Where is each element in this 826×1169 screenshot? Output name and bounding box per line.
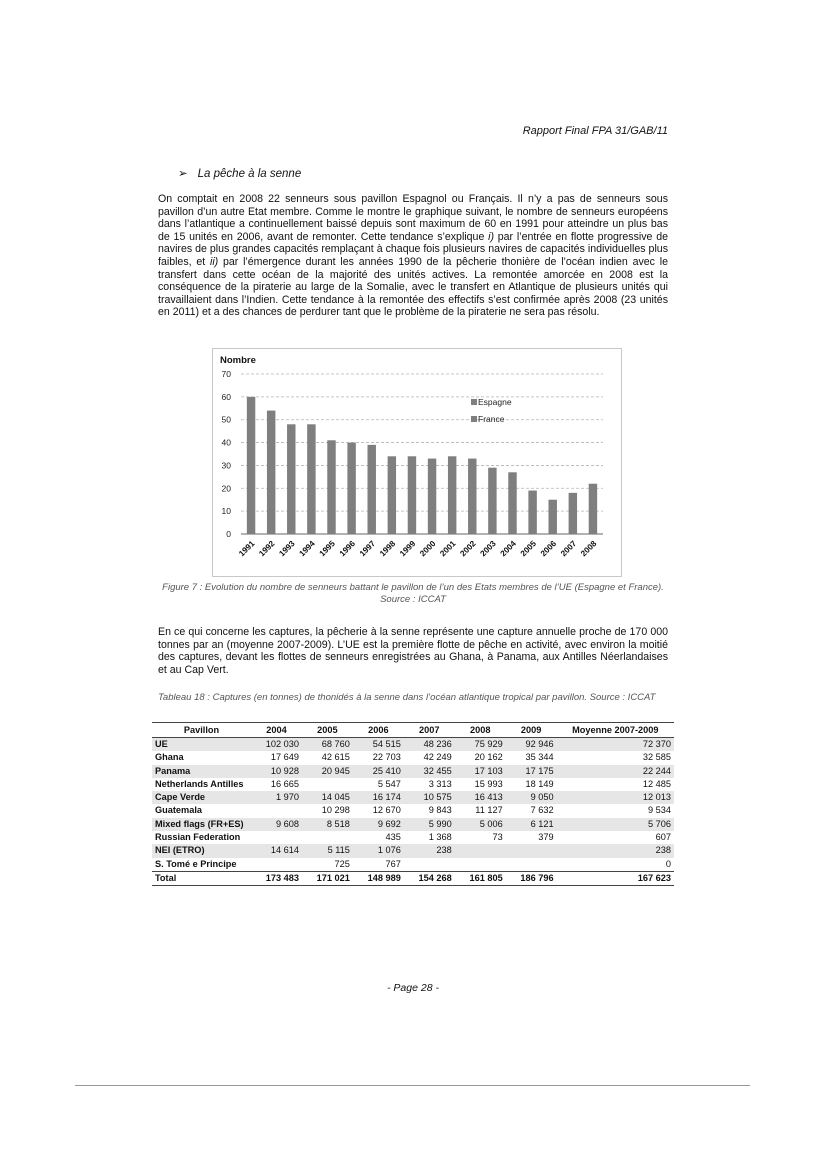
table-cell: 1 970 <box>251 791 302 804</box>
table-cell: 16 413 <box>455 791 506 804</box>
table-cell: 22 703 <box>372 752 401 763</box>
table-cell: 42 615 <box>321 752 350 763</box>
table-cell: 154 268 <box>404 871 455 885</box>
enum-marker: i) <box>488 230 494 243</box>
column-header: Moyenne 2007-2009 <box>557 723 674 738</box>
table-row <box>152 831 674 844</box>
y-tick-label: 10 <box>221 506 231 517</box>
row-label: Panama <box>152 765 251 778</box>
table-cell: 9 692 <box>353 818 404 831</box>
legend-swatch <box>471 399 477 405</box>
table-cell: 92 946 <box>506 738 557 752</box>
table-cell: 20 162 <box>474 752 503 763</box>
table-cell: 10 298 <box>321 805 350 816</box>
table-cell: 72 370 <box>557 738 674 752</box>
x-tick-label: 2004 <box>498 539 518 559</box>
table-row <box>152 791 674 804</box>
table-cell: 3 313 <box>428 778 452 789</box>
y-tick-label: 70 <box>221 369 231 379</box>
x-tick-label: 1991 <box>237 539 257 559</box>
bar-1993 <box>287 424 295 534</box>
table-cell: 238 <box>557 844 674 857</box>
bar-1991 <box>247 397 255 534</box>
y-tick-label: 60 <box>221 391 231 402</box>
x-tick-label: 1994 <box>297 539 317 559</box>
table-cell: 5 006 <box>455 818 506 831</box>
table-cell: 42 249 <box>423 752 452 763</box>
x-tick-label: 2006 <box>538 539 559 559</box>
legend-entry: Espagne <box>478 397 512 407</box>
table-cell <box>251 804 302 817</box>
table-caption: Tableau 18 : Captures (en tonnes) de thonidés à la senne dans l’océan atlantique tropical par pavillon. Source : ICCAT <box>158 692 656 703</box>
table-cell: 379 <box>538 832 554 843</box>
legend-entry: France <box>478 414 505 424</box>
column-header: 2008 <box>455 723 506 738</box>
table-cell: 767 <box>385 858 401 869</box>
y-tick-label: 0 <box>226 529 231 539</box>
row-label: S. Tomé e Principe <box>155 858 237 869</box>
x-tick-label: 2000 <box>418 539 438 559</box>
x-tick-label: 2007 <box>559 539 579 559</box>
table-cell: 25 410 <box>353 765 404 778</box>
arrow-bullet-icon: ➢ <box>178 168 188 180</box>
table-cell: 73 <box>492 832 503 843</box>
row-label: NEI (ETRO) <box>152 844 251 857</box>
row-label: Netherlands Antilles <box>155 778 244 789</box>
table-cell: 10 928 <box>251 765 302 778</box>
column-header: 2005 <box>302 723 353 738</box>
table-row <box>152 804 674 817</box>
bar-1997 <box>367 445 375 534</box>
table-row <box>152 844 674 857</box>
table-cell: 186 796 <box>506 871 557 885</box>
bar-2002 <box>468 459 476 534</box>
table-cell: 238 <box>404 844 455 857</box>
table-cell: 5 706 <box>557 818 674 831</box>
bar-2007 <box>569 493 577 534</box>
table-row <box>152 738 674 752</box>
bar-1999 <box>408 456 416 534</box>
table-cell <box>251 831 302 844</box>
table-cell: 725 <box>334 858 350 869</box>
bar-2000 <box>428 459 436 534</box>
table-cell <box>404 858 455 872</box>
table-cell: 171 021 <box>302 871 353 885</box>
table-cell: 20 945 <box>302 765 353 778</box>
senneurs-bar-chart <box>212 348 622 577</box>
table-cell: 11 127 <box>475 805 503 816</box>
bar-2004 <box>508 472 516 534</box>
bar-1994 <box>307 424 315 534</box>
table-row <box>152 751 674 764</box>
column-header: 2006 <box>353 723 404 738</box>
table-cell: 17 649 <box>270 752 299 763</box>
x-tick-label: 1997 <box>357 539 378 559</box>
table-row <box>152 778 674 791</box>
enum-marker: ii) <box>209 255 219 268</box>
table-cell: 148 989 <box>353 871 404 885</box>
section-title-text: La pêche à la senne <box>197 168 302 180</box>
bar-2001 <box>448 456 456 534</box>
page-number: - Page 28 - <box>387 982 439 994</box>
x-tick-label: 2003 <box>478 539 498 559</box>
table-cell: 10 575 <box>404 791 455 804</box>
table-cell: 167 623 <box>557 871 674 885</box>
bar-1998 <box>388 456 396 534</box>
captures-table <box>152 722 674 886</box>
x-tick-label: 1998 <box>378 539 398 559</box>
x-tick-label: 1996 <box>337 539 358 559</box>
bar-2003 <box>488 468 496 534</box>
table-cell: 17 175 <box>506 765 557 778</box>
legend-swatch <box>471 416 477 422</box>
table-cell: 161 805 <box>455 871 506 885</box>
table-cell: 48 236 <box>404 738 455 752</box>
table-cell: 8 518 <box>302 818 353 831</box>
table-cell: 9 050 <box>506 791 557 804</box>
table-cell: 173 483 <box>251 871 302 885</box>
x-tick-label: 2005 <box>518 539 539 559</box>
bar-1995 <box>327 440 335 534</box>
x-tick-label: 1993 <box>277 539 297 559</box>
column-header: 2007 <box>404 723 455 738</box>
row-label: UE <box>152 738 251 752</box>
paragraph-text: On comptait en 2008 22 senneurs sous pavillon Espagnol ou Français. Il n’y a pas de senneurs sous pavillon d’un autre Etat membre. Comme le montre le graphique suivant, le nombre de senneurs européens dans l’atlantique a continuellement baissé depuis sont maximum de 60 en 1991 pour atteindre un plus bas de 15 unités en 2006, avant de remonter. Cette tendance s’explique <box>158 193 668 243</box>
table-cell <box>506 858 557 872</box>
row-label: Mixed flags (FR+ES) <box>152 818 251 831</box>
table-cell: 5 547 <box>377 778 401 789</box>
table-cell: 5 115 <box>302 844 353 857</box>
table-cell: 1 076 <box>353 844 404 857</box>
table-cell <box>251 858 302 872</box>
table-cell: 102 030 <box>251 738 302 752</box>
table-cell: 32 455 <box>404 765 455 778</box>
bar-2006 <box>548 500 556 534</box>
paragraph-text: par l’entrée en flotte progressive de navires de plus grandes capacités remplaçant à chaque fois plusieurs navires de capacités individuelles plus faibles, et <box>158 230 668 268</box>
table-cell: 54 515 <box>353 738 404 752</box>
captures-paragraph: En ce qui concerne les captures, la pêcherie à la senne représente une capture annuelle proche de 170 000 tonnes par an (moyenne 2007-2009). L’UE est la première flotte de pêche en activité, avec environ la moitié des captures, devant les flottes de senneurs enregistrées au Ghana, à Panama, aux Antilles Néerlandaises et au Cap Vert. <box>158 626 668 676</box>
table-cell: 12 013 <box>557 791 674 804</box>
table-cell: 0 <box>665 858 671 869</box>
chart-svg <box>213 349 621 576</box>
table-cell: 14 614 <box>251 844 302 857</box>
section-heading <box>178 166 301 180</box>
table-cell: 35 344 <box>525 752 554 763</box>
table-row <box>152 818 674 831</box>
table-cell <box>455 858 506 872</box>
table-cell <box>455 844 506 857</box>
x-tick-label: 2001 <box>438 539 458 559</box>
column-header: 2009 <box>506 723 557 738</box>
table-cell: 16 665 <box>270 778 299 789</box>
table-cell: 7 632 <box>530 805 554 816</box>
footer-divider <box>75 1085 750 1086</box>
bar-1996 <box>347 443 355 534</box>
y-tick-label: 30 <box>221 460 231 471</box>
table-cell: 9 534 <box>648 805 671 816</box>
table-row <box>152 765 674 778</box>
bar-1992 <box>267 411 275 534</box>
y-tick-label: 20 <box>221 483 231 494</box>
table-cell: 1 368 <box>428 832 452 843</box>
x-tick-label: 1992 <box>257 539 277 559</box>
table-cell: 15 993 <box>474 778 503 789</box>
table-cell <box>506 844 557 857</box>
x-tick-label: 1995 <box>317 539 337 559</box>
table-cell: 12 485 <box>642 778 671 789</box>
x-tick-label: 1999 <box>398 539 418 559</box>
table-cell: 18 149 <box>525 778 554 789</box>
table-cell: 9 843 <box>428 805 452 816</box>
table-cell: 75 929 <box>455 738 506 752</box>
intro-paragraph <box>158 193 668 319</box>
table-cell: 16 174 <box>353 791 404 804</box>
row-label: Total <box>152 871 251 885</box>
table-cell: 435 <box>385 832 401 843</box>
paragraph-text: par l’émergence durant les années 1990 de la pêcherie thonière de l’océan indien avec le transfert dans cette océan de la majorité des unités actives. La remontée amorcée en 2008 est la conséquence de la piraterie au large de la Somalie, avec le transfert en Atlantique de plusieurs unités qui travaillaient dans l’Indien. Cette tendance à la remontée des effectifs s’est confirmée après 2008 (23 unités en 2011) et a des chances de perdurer tant que le problème de la piraterie ne sera pas résolu. <box>158 255 668 319</box>
table-row <box>152 858 674 872</box>
row-label: Cape Verde <box>152 791 251 804</box>
bar-2005 <box>528 491 536 534</box>
column-header: 2004 <box>251 723 302 738</box>
total-row <box>152 871 674 885</box>
table-cell: 5 990 <box>404 818 455 831</box>
table-cell: 14 045 <box>302 791 353 804</box>
table-cell <box>302 778 353 791</box>
table-cell: 22 244 <box>557 765 674 778</box>
bar-2008 <box>589 484 597 534</box>
table-cell <box>302 831 353 844</box>
x-tick-label: 2008 <box>579 539 599 559</box>
table-cell: 12 670 <box>372 805 401 816</box>
row-label: Guatemala <box>155 805 202 816</box>
report-reference: Rapport Final FPA 31/GAB/11 <box>522 125 668 137</box>
row-label: Ghana <box>155 752 184 763</box>
table-cell: 32 585 <box>642 752 671 763</box>
y-tick-label: 40 <box>221 437 231 448</box>
table-cell: 68 760 <box>302 738 353 752</box>
table-cell: 9 608 <box>251 818 302 831</box>
row-label: Russian Federation <box>155 832 241 843</box>
y-tick-label: 50 <box>221 414 231 425</box>
table-header-row <box>152 723 674 738</box>
x-tick-label: 2002 <box>458 539 478 559</box>
column-header: Pavillon <box>152 723 251 738</box>
table-cell: 6 121 <box>506 818 557 831</box>
table-cell: 17 103 <box>455 765 506 778</box>
table-cell: 607 <box>655 832 671 843</box>
y-axis-label: Nombre <box>220 355 256 366</box>
figure-caption: Figure 7 : Evolution du nombre de senneurs battant le pavillon de l’un des Etats membres de l’UE (Espagne et France). Source : ICCAT <box>162 582 664 605</box>
